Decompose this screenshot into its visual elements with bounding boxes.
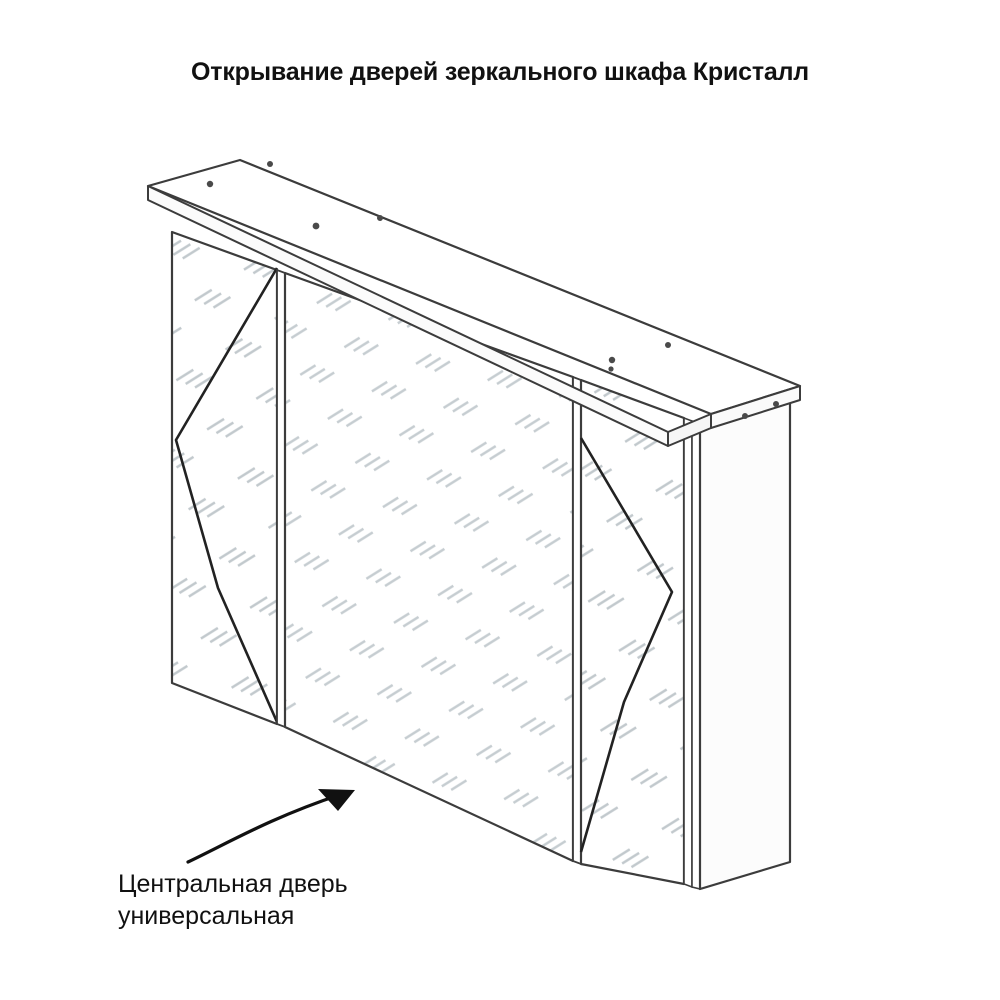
callout-caption-line1: Центральная дверь xyxy=(118,870,348,898)
center-door-edge xyxy=(573,377,581,864)
callout-caption xyxy=(118,868,348,932)
side-panel xyxy=(700,398,790,889)
center-door xyxy=(285,273,573,861)
page-title: Открывание дверей зеркального шкафа Кристалл xyxy=(191,58,809,86)
right-frame-strips xyxy=(684,418,700,889)
left-door-edge xyxy=(277,270,285,727)
right-door xyxy=(581,380,684,884)
callout-caption-line2: универсальная xyxy=(118,902,295,930)
callout-arrow xyxy=(188,789,355,862)
left-door xyxy=(172,232,277,724)
